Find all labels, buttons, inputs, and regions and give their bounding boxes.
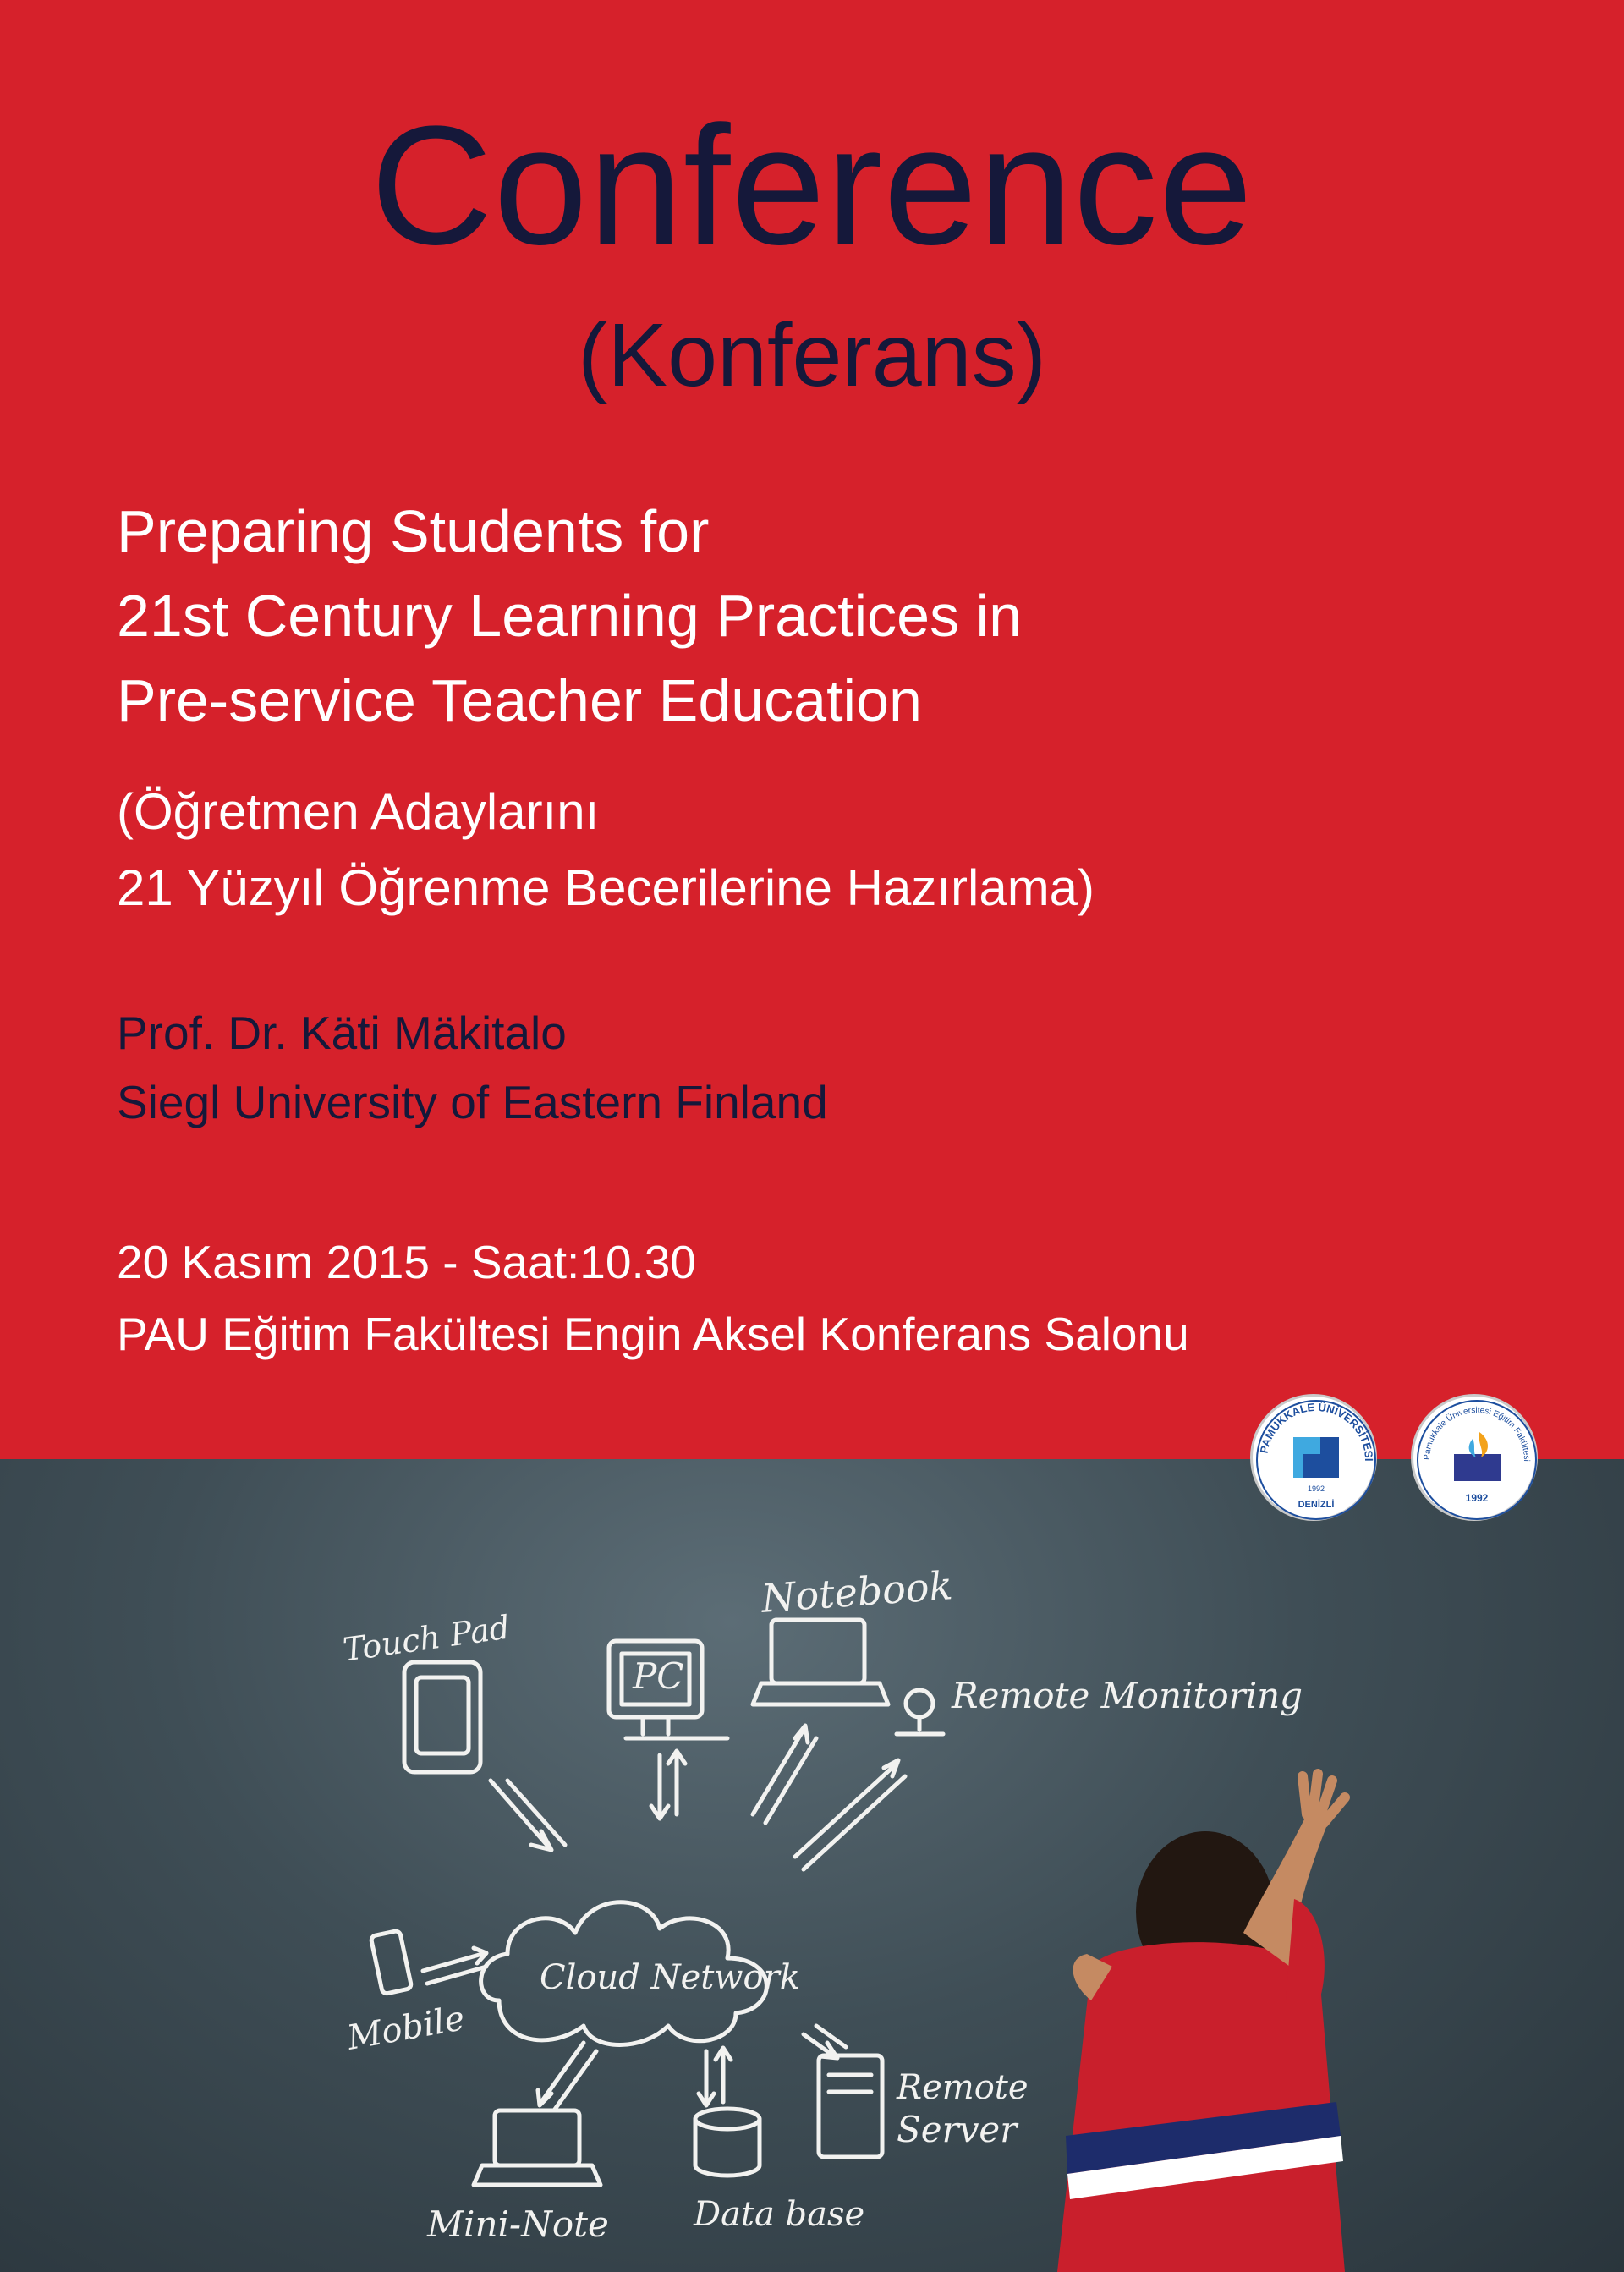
pamukkale-university-logo: [1250, 1394, 1377, 1521]
topic-line: Pre-service Teacher Education: [117, 667, 922, 733]
label-mobile: Mobile: [344, 1999, 468, 2058]
label-remote: Remote: [897, 2068, 1029, 2107]
label-remote-monitoring: Remote Monitoring: [952, 1675, 1303, 1716]
topic-turkish: [117, 774, 1095, 926]
edu-ring-text: Pamukkale Üniversitesi Eğitim Fakültesi: [1422, 1405, 1532, 1462]
pau-ring-text: PAMUKKALE ÜNİVERSİTESİ: [1257, 1400, 1376, 1462]
pau-city: DENİZLİ: [1298, 1500, 1335, 1510]
notebook-icon: [771, 1620, 864, 1683]
chalkboard-image: [0, 1459, 1624, 2272]
poster-subtitle: (Konferans): [578, 305, 1046, 405]
pau-year: 1992: [1307, 1484, 1325, 1493]
server-icon: [819, 2055, 882, 2157]
label-server: Server: [897, 2109, 1018, 2150]
label-pc: PC: [633, 1655, 684, 1697]
label-cloud-network: Cloud Network: [540, 1958, 800, 1997]
mobile-icon: [370, 1930, 412, 1995]
label-mini-note: Mini-Note: [427, 2203, 609, 2245]
label-notebook: Notebook: [760, 1562, 954, 1622]
topic-tr-line: (Öğretmen Adaylarını: [117, 783, 600, 840]
mini-note-icon: [495, 2110, 579, 2165]
database-icon: [695, 2109, 760, 2129]
speaker-info: [117, 998, 828, 1137]
event-venue: PAU Eğitim Fakültesi Engin Aksel Konferans Salonu: [117, 1308, 1189, 1360]
topic-line: 21st Century Learning Practices in: [117, 583, 1022, 649]
label-database: Data base: [694, 2195, 865, 2234]
edu-year: 1992: [1465, 1492, 1489, 1504]
poster-title: Conference: [370, 91, 1254, 280]
topic-line: Preparing Students for: [117, 498, 710, 564]
event-info: [117, 1227, 1189, 1370]
child-figure: [1057, 1774, 1345, 2272]
topic-english: [117, 489, 1022, 743]
topic-tr-line: 21 Yüzyıl Öğrenme Becerilerine Hazırlama): [117, 859, 1095, 916]
speaker-affiliation: Siegl University of Eastern Finland: [117, 1076, 828, 1128]
webcam-icon: [906, 1690, 933, 1717]
education-faculty-logo: [1411, 1394, 1538, 1521]
event-datetime: 20 Kasım 2015 - Saat:10.30: [117, 1236, 696, 1288]
label-touchpad: Touch Pad: [340, 1608, 513, 1669]
speaker-name: Prof. Dr. Käti Mäkitalo: [117, 1007, 567, 1059]
